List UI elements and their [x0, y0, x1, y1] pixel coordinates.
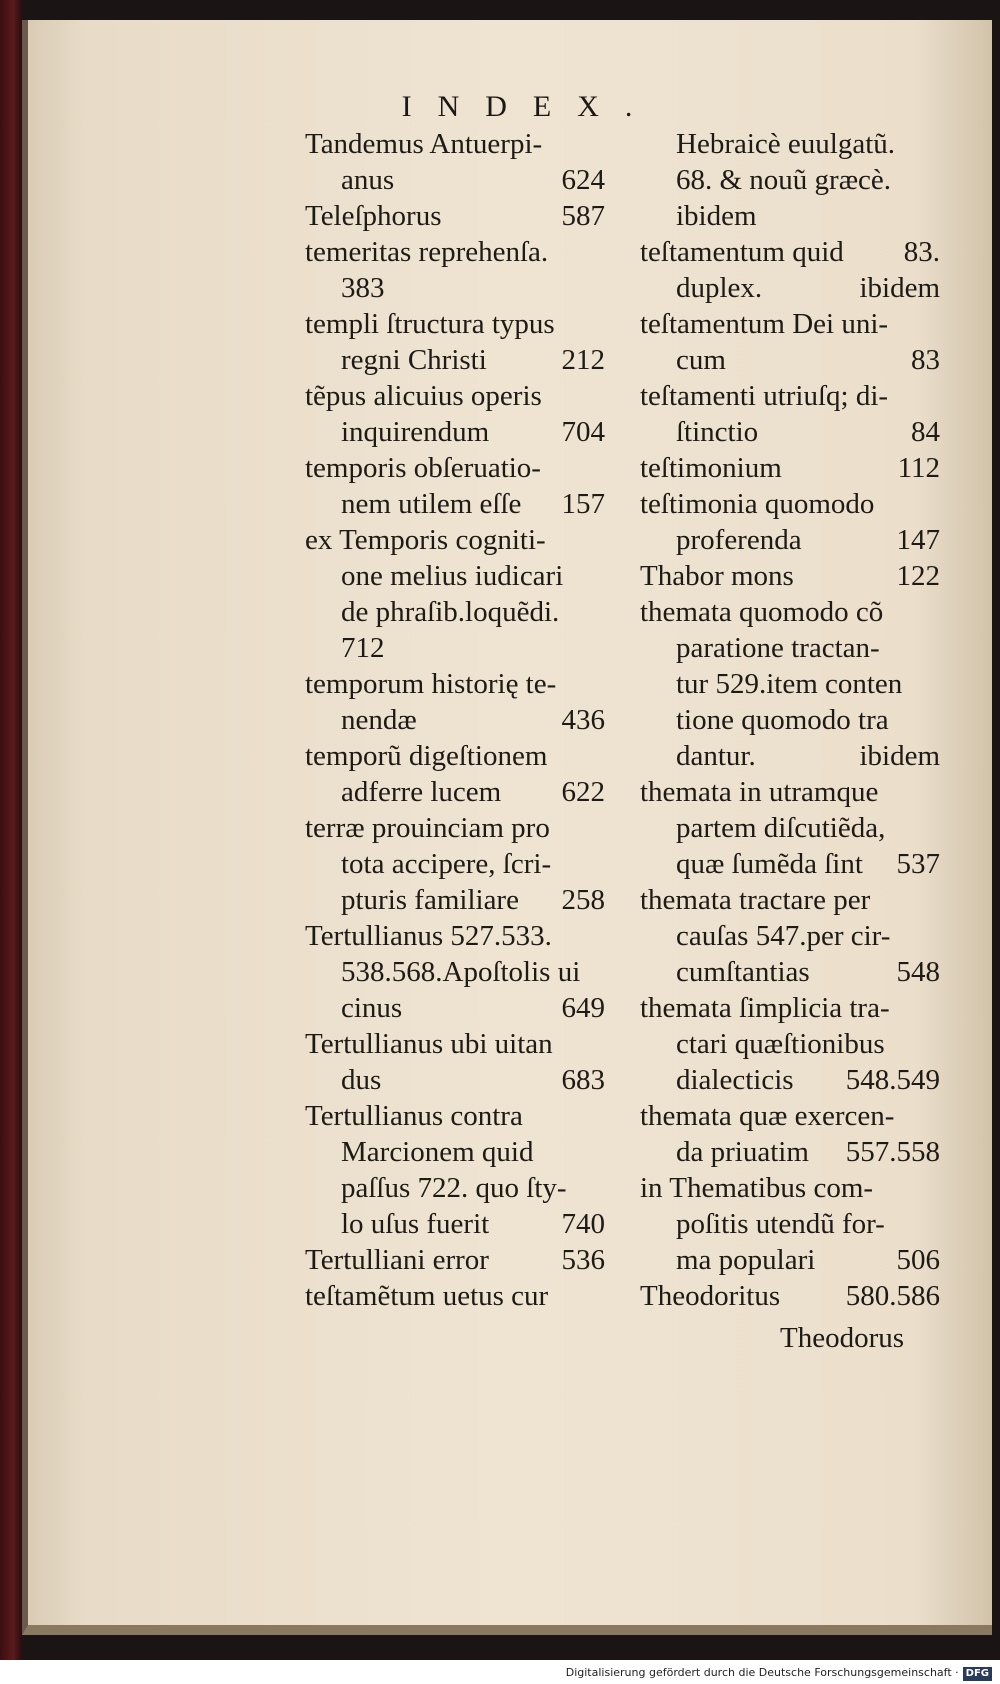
- index-entry-page: 683: [561, 1064, 605, 1096]
- index-entry-line: [640, 162, 940, 198]
- index-entry-text: cumſtantias: [676, 956, 810, 988]
- index-entry-page: 548: [896, 956, 940, 988]
- index-entry-line: [640, 414, 940, 450]
- index-entry-line: [305, 414, 605, 450]
- index-entry-text: Marcionem quid: [341, 1136, 534, 1168]
- index-entry-line: [640, 198, 940, 234]
- index-entry-text: themata quomodo cõ: [640, 596, 884, 628]
- index-entry-text: inquirendum: [341, 416, 490, 448]
- index-entry-page: 624: [561, 164, 605, 196]
- index-entry-text: themata quæ exercen-: [640, 1100, 895, 1132]
- index-entry-line: [640, 666, 940, 702]
- index-entry-text: one melius iudicari: [341, 560, 564, 592]
- index-column-left: [305, 126, 605, 1314]
- index-entry-line: [305, 702, 605, 738]
- index-entry-line: [640, 486, 940, 522]
- index-entry-line: [640, 1278, 940, 1314]
- index-entry-page: 704: [561, 416, 605, 448]
- index-entry-text: poſitis utendũ for-: [676, 1208, 885, 1240]
- index-entry-line: [640, 846, 940, 882]
- index-entry-line: [640, 738, 940, 774]
- index-entry-text: Theodoritus: [640, 1280, 781, 1312]
- index-entry-text: Thabor mons: [640, 560, 794, 592]
- index-entry-text: partem diſcutiẽda,: [676, 812, 886, 844]
- index-entry-line: [305, 378, 605, 414]
- index-entry-line: [305, 954, 605, 990]
- index-entry-line: [640, 306, 940, 342]
- index-entry-text: Tertullianus ubi uitan: [305, 1028, 553, 1060]
- index-entry-line: [305, 558, 605, 594]
- index-entry-line: [640, 774, 940, 810]
- index-entry-text: nendæ: [341, 704, 417, 736]
- index-entry-page: 112: [897, 452, 940, 484]
- index-entry-line: [640, 1062, 940, 1098]
- index-entry-text: themata tractare per: [640, 884, 871, 916]
- index-entry-page: 122: [896, 560, 940, 592]
- index-entry-text: Tandemus Antuerpi-: [305, 128, 543, 160]
- index-entry-line: [640, 1026, 940, 1062]
- index-entry-text: teſtamẽtum uetus cur: [305, 1280, 549, 1312]
- book-spine: [0, 0, 22, 1660]
- index-entry-line: [640, 630, 940, 666]
- index-entry-line: [640, 1206, 940, 1242]
- index-entry-text: temporũ digeſtionem: [305, 740, 548, 772]
- index-entry-text: dialecticis: [676, 1064, 794, 1096]
- index-entry-text: Tertullianus 527.533.: [305, 920, 552, 952]
- index-entry-line: [305, 594, 605, 630]
- index-entry-text: duplex.: [676, 272, 763, 304]
- index-entry-text: terræ prouinciam pro: [305, 812, 550, 844]
- index-entry-text: 68. & nouũ græcè.: [676, 164, 892, 196]
- index-entry-line: [305, 1134, 605, 1170]
- index-entry-line: [640, 882, 940, 918]
- index-entry-text: teſtimonia quomodo: [640, 488, 875, 520]
- index-entry-page: ibidem: [859, 272, 940, 304]
- index-entry-page: 587: [561, 200, 605, 232]
- index-entry-text: ſtinctio: [676, 416, 759, 448]
- index-entry-text: lo uſus fuerit: [341, 1208, 490, 1240]
- index-entry-text: temporum historię te-: [305, 668, 557, 700]
- index-entry-line: [305, 810, 605, 846]
- index-entry-page: 536: [561, 1244, 605, 1276]
- index-entry-text: teſtimonium: [640, 452, 782, 484]
- index-entry-text: proferenda: [676, 524, 802, 556]
- index-entry-line: [305, 522, 605, 558]
- index-entry-text: teſtamentum Dei uni-: [640, 308, 889, 340]
- index-entry-page: 84: [911, 416, 940, 448]
- index-entry-line: [305, 918, 605, 954]
- index-entry-page: 622: [561, 776, 605, 808]
- index-entry-page: 157: [561, 488, 605, 520]
- index-entry-line: [640, 594, 940, 630]
- index-entry-text: 383: [341, 272, 385, 304]
- index-entry-page: 740: [561, 1208, 605, 1240]
- index-entry-text: ex Temporis cogniti-: [305, 524, 546, 556]
- index-entry-text: templi ſtructura typus: [305, 308, 555, 340]
- index-entry-text: cum: [676, 344, 726, 376]
- index-column-right: [640, 126, 940, 1314]
- index-entry-text: teſtamentum quid: [640, 236, 844, 268]
- index-entry-text: da priuatim: [676, 1136, 809, 1168]
- index-entry-line: [305, 846, 605, 882]
- index-entry-text: teſtamenti utriuſq; di-: [640, 380, 889, 412]
- index-entry-text: ctari quæſtionibus: [676, 1028, 885, 1060]
- catchword: Theodorus: [780, 1322, 905, 1354]
- index-entry-text: 712: [341, 632, 385, 664]
- dfg-logo: DFG: [963, 1667, 992, 1681]
- index-entry-page: 212: [561, 344, 605, 376]
- index-entry-line: [305, 270, 605, 306]
- index-entry-text: paſſus 722. quo ſty-: [341, 1172, 567, 1204]
- index-entry-line: [305, 126, 605, 162]
- index-entry-text: de phraſib.loquẽdi.: [341, 596, 560, 628]
- index-entry-line: [305, 198, 605, 234]
- index-entry-line: [305, 162, 605, 198]
- index-entry-page: 557.558: [845, 1136, 940, 1168]
- index-entry-line: [640, 522, 940, 558]
- index-entry-text: Tertullianus contra: [305, 1100, 523, 1132]
- index-entry-text: temporis obſeruatio-: [305, 452, 541, 484]
- index-entry-text: regni Christi: [341, 344, 487, 376]
- index-entry-line: [640, 1134, 940, 1170]
- index-entry-page: 258: [561, 884, 605, 916]
- index-entry-line: [305, 450, 605, 486]
- index-entry-line: [305, 306, 605, 342]
- index-entry-text: tota accipere, ſcri-: [341, 848, 552, 880]
- index-entry-text: Tertulliani error: [305, 1244, 489, 1276]
- index-entry-page: 548.549: [845, 1064, 940, 1096]
- index-entry-line: [305, 666, 605, 702]
- index-entry-line: [640, 990, 940, 1026]
- index-entry-line: [305, 486, 605, 522]
- index-entry-line: [305, 990, 605, 1026]
- index-entry-text: paratione tractan-: [676, 632, 880, 664]
- index-entry-line: [640, 342, 940, 378]
- index-entry-text: Hebraicè euulgatũ.: [676, 128, 896, 160]
- index-entry-text: ma populari: [676, 1244, 816, 1276]
- index-entry-line: [305, 1278, 605, 1314]
- index-entry-text: tur 529.item conten: [676, 668, 903, 700]
- index-entry-page: ibidem: [859, 740, 940, 772]
- index-entry-page: 83.: [903, 236, 940, 268]
- index-entry-text: tione quomodo tra: [676, 704, 889, 736]
- index-entry-line: [640, 1098, 940, 1134]
- index-entry-line: [305, 342, 605, 378]
- index-entry-text: dus: [341, 1064, 382, 1096]
- index-entry-text: temeritas reprehenſa.: [305, 236, 549, 268]
- index-entry-text: cinus: [341, 992, 403, 1024]
- index-entry-line: [305, 1206, 605, 1242]
- index-entry-line: [640, 378, 940, 414]
- index-entry-line: [305, 234, 605, 270]
- index-entry-page: 649: [561, 992, 605, 1024]
- index-entry-line: [640, 234, 940, 270]
- index-entry-text: pturis familiare: [341, 884, 519, 916]
- index-entry-text: themata in utramque: [640, 776, 879, 808]
- index-entry-text: 538.568.Apoſtolis ui: [341, 956, 581, 988]
- page-header: INDEX.: [401, 90, 659, 123]
- index-entry-line: [305, 1062, 605, 1098]
- index-entry-text: dantur.: [676, 740, 756, 772]
- index-entry-text: adferre lucem: [341, 776, 502, 808]
- index-entry-text: quæ ſumẽda ſint: [676, 848, 863, 880]
- index-entry-line: [640, 126, 940, 162]
- index-entry-line: [305, 1098, 605, 1134]
- index-entry-line: [305, 774, 605, 810]
- index-entry-line: [640, 1170, 940, 1206]
- index-entry-page: 537: [896, 848, 940, 880]
- index-entry-line: [305, 1026, 605, 1062]
- index-entry-line: [305, 738, 605, 774]
- index-entry-text: anus: [341, 164, 395, 196]
- index-entry-line: [305, 1170, 605, 1206]
- index-entry-text: Teleſphorus: [305, 200, 442, 232]
- index-entry-page: 83: [911, 344, 940, 376]
- index-entry-line: [640, 558, 940, 594]
- index-entry-text: themata ſimplicia tra-: [640, 992, 890, 1024]
- index-entry-text: nem utilem eſſe: [341, 488, 522, 520]
- index-entry-page: 506: [896, 1244, 940, 1276]
- index-entry-text: ibidem: [676, 200, 757, 232]
- digitization-footer: [0, 1662, 1000, 1684]
- index-entry-line: [640, 810, 940, 846]
- index-entry-text: tẽpus alicuius operis: [305, 380, 542, 412]
- index-entry-text: cauſas 547.per cir-: [676, 920, 891, 952]
- index-entry-page: 147: [896, 524, 940, 556]
- footer-text: Digitalisierung gefördert durch die Deutsche Forschungsgemeinschaft ·: [565, 1666, 959, 1679]
- index-entry-text: in Thematibus com-: [640, 1172, 874, 1204]
- index-entry-line: [640, 954, 940, 990]
- index-entry-line: [640, 1242, 940, 1278]
- index-entry-page: 580.586: [845, 1280, 940, 1312]
- index-entry-line: [640, 918, 940, 954]
- index-entry-line: [640, 270, 940, 306]
- index-entry-line: [640, 702, 940, 738]
- index-entry-page: 436: [561, 704, 605, 736]
- index-entry-line: [640, 450, 940, 486]
- index-entry-line: [305, 630, 605, 666]
- index-entry-line: [305, 882, 605, 918]
- index-entry-line: [305, 1242, 605, 1278]
